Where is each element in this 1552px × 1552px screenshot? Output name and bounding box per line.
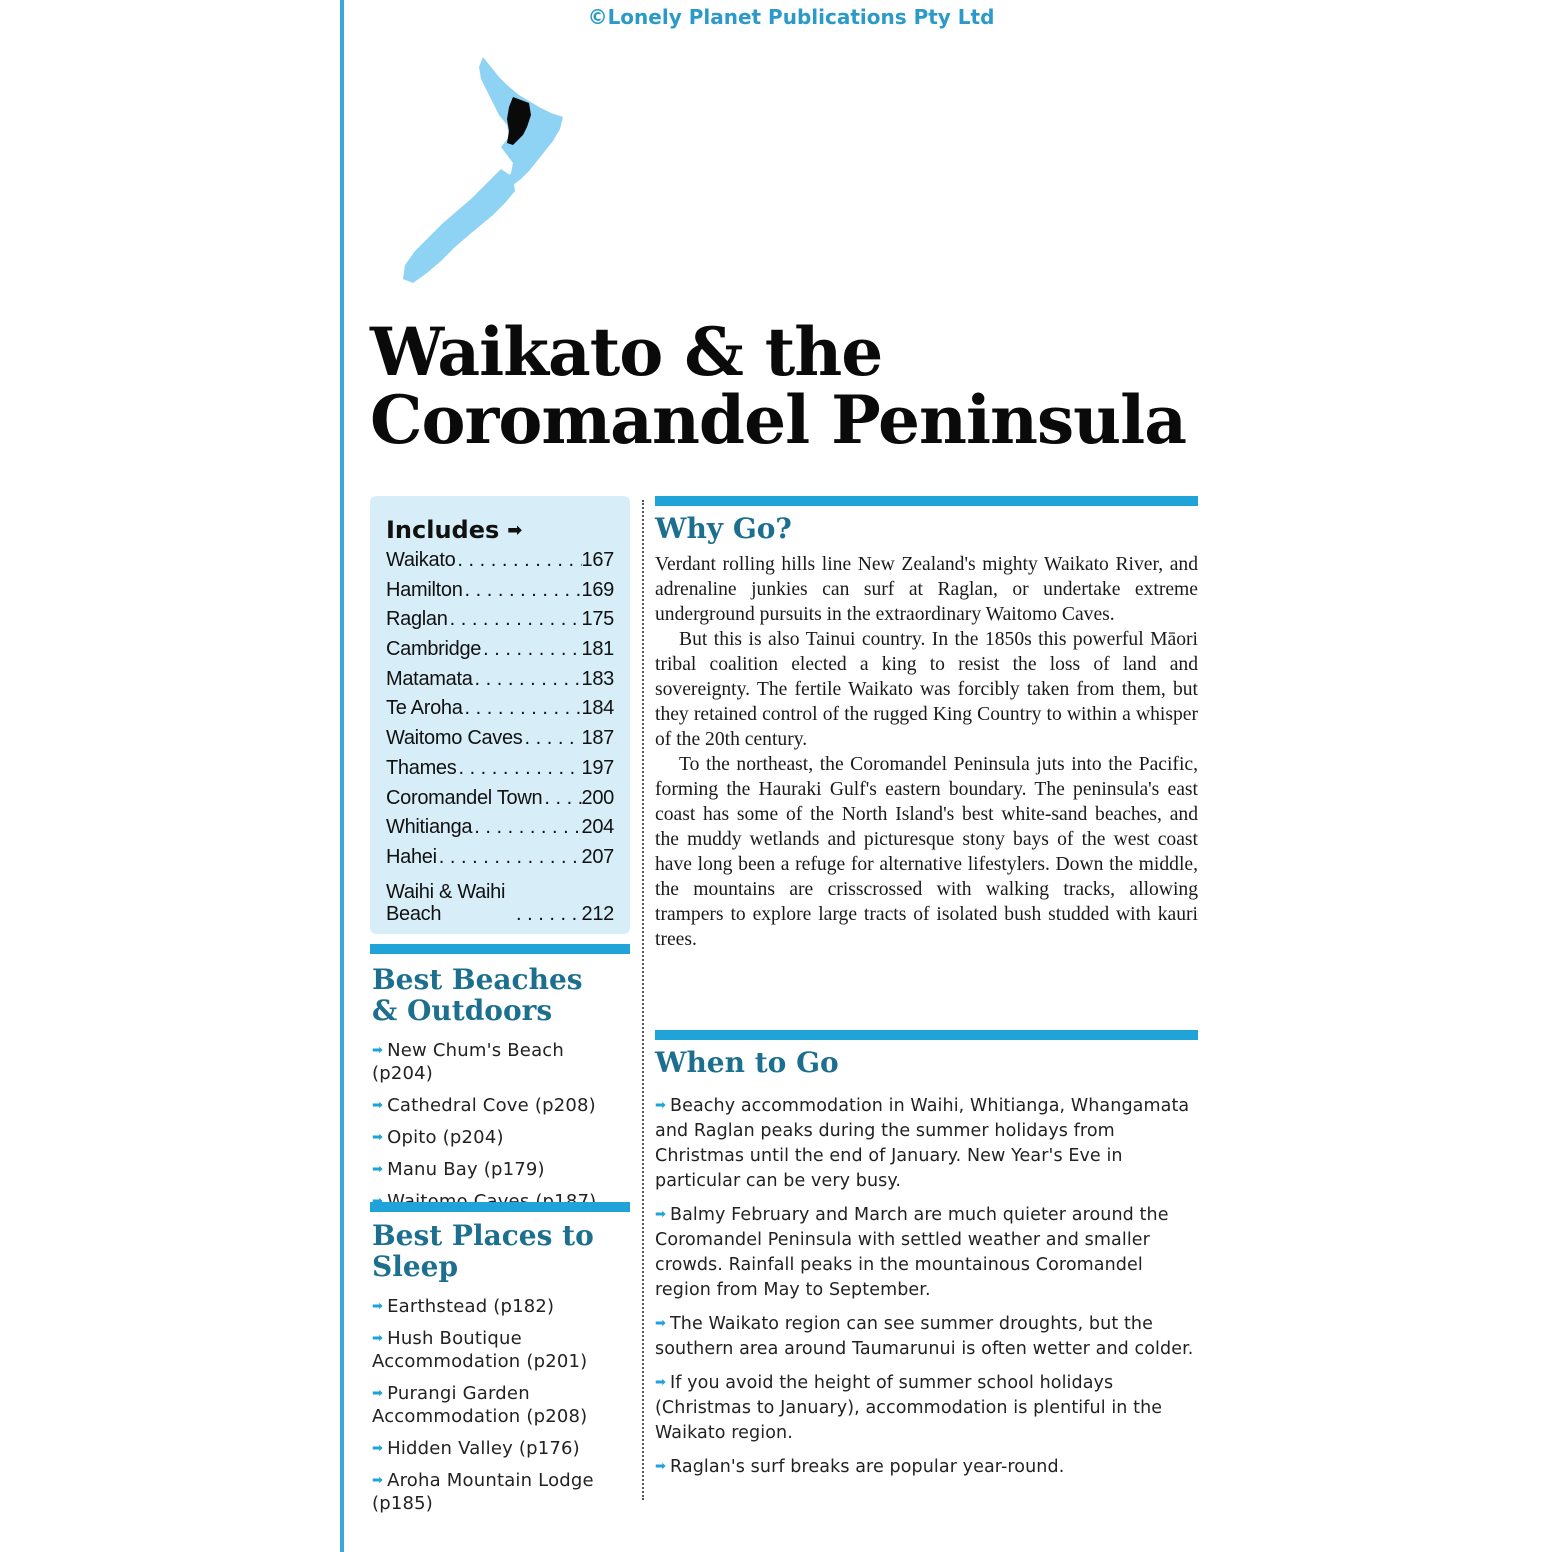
toc-item[interactable]: Waihi & Waihi Beach . . . 212 — [386, 873, 614, 925]
toc-item[interactable]: Whitianga . . . 204 — [386, 813, 614, 843]
best-sleep-list — [372, 1295, 630, 1524]
column-divider — [642, 500, 644, 1500]
toc-item[interactable]: Cambridge . . . 181 — [386, 635, 614, 665]
why-go-paragraph: Verdant rolling hills line New Zealand's mighty Waikato River, and adrenaline junkies can surf at Raglan, or undertake extreme underground pursuits in the extraordinary Waitomo Caves. — [655, 554, 1198, 625]
includes-heading-label: Includes — [386, 516, 500, 544]
list-item: ➡ Raglan's surf breaks are popular year-round. — [655, 1457, 1065, 1477]
bullet-arrow-icon: ➡ — [372, 1043, 384, 1058]
section-rule-when-to-go — [655, 1030, 1198, 1040]
list-item[interactable]: ➡ Hush Boutique Accommodation (p201) — [372, 1328, 588, 1372]
toc-item[interactable]: Waikato . . . 167 — [386, 546, 614, 576]
south-island-shape — [403, 169, 515, 283]
page-title — [370, 313, 1250, 459]
includes-heading — [386, 516, 614, 544]
toc-item[interactable]: Te Aroha . . . 184 — [386, 694, 614, 724]
list-item[interactable]: ➡ Earthstead (p182) — [372, 1296, 555, 1317]
bullet-arrow-icon: ➡ — [655, 1207, 666, 1222]
bullet-arrow-icon: ➡ — [372, 1162, 384, 1177]
bullet-arrow-icon: ➡ — [372, 1098, 384, 1113]
best-sleep-heading: Best Places to Sleep — [372, 1219, 594, 1283]
why-go-heading: Why Go? — [655, 512, 792, 545]
toc-item[interactable]: Thames . . . 197 — [386, 754, 614, 784]
bullet-arrow-icon: ➡ — [372, 1331, 384, 1346]
best-beaches-list — [372, 1039, 630, 1222]
when-to-go-heading: When to Go — [655, 1046, 839, 1079]
list-item: ➡ The Waikato region can see summer droughts, but the southern area around Taumarunui is often wetter and colder. — [655, 1314, 1194, 1359]
list-item[interactable]: ➡ Manu Bay (p179) — [372, 1159, 545, 1180]
includes-box — [370, 496, 630, 934]
page-edge-line — [340, 0, 344, 1552]
bullet-arrow-icon: ➡ — [372, 1473, 384, 1488]
toc-item[interactable]: Waitomo Caves . . . 187 — [386, 724, 614, 754]
list-item[interactable]: ➡ Hidden Valley (p176) — [372, 1438, 580, 1459]
bullet-arrow-icon: ➡ — [372, 1130, 384, 1145]
section-rule-beaches — [370, 944, 630, 954]
title-line-2: Coromandel Peninsula — [370, 381, 1186, 459]
list-item[interactable]: ➡ Opito (p204) — [372, 1127, 504, 1148]
title-line-1: Waikato & the — [370, 313, 883, 391]
bullet-arrow-icon: ➡ — [372, 1299, 384, 1314]
list-item[interactable]: ➡ Aroha Mountain Lodge (p185) — [372, 1470, 594, 1514]
best-beaches-heading: Best Beaches & Outdoors — [372, 963, 583, 1027]
bullet-arrow-icon: ➡ — [655, 1459, 666, 1474]
why-go-paragraph: To the northeast, the Coromandel Peninsula juts into the Pacific, forming the Hauraki Gulf's eastern boundary. The peninsula's east coast has some of the North Island's best white-sand beaches, and the muddy wetlands and picturesque stony bays of the west coast have long been a refuge for alternative lifestylers. Down the middle, the mountains are crisscrossed with walking tracks, allowing trampers to explore large tracts of isolated bush studded with kauri trees. — [655, 754, 1198, 950]
toc-item[interactable]: Hamilton . . . 169 — [386, 576, 614, 606]
bullet-arrow-icon: ➡ — [655, 1316, 666, 1331]
toc-item[interactable]: Hahei . . . 207 — [386, 843, 614, 873]
bullet-arrow-icon: ➡ — [655, 1375, 666, 1390]
bullet-arrow-icon: ➡ — [655, 1098, 666, 1113]
why-go-paragraph: But this is also Tainui country. In the 1850s this powerful Māori tribal coalition elected a king to resist the loss of land and sovereignty. The fertile Waikato was forcibly taken from them, but they retained control of the rugged King Country to within a whisper of the 20th century. — [655, 629, 1198, 750]
list-item: ➡ If you avoid the height of summer school holidays (Christmas to January), accommodation is plentiful in the Waikato region. — [655, 1373, 1163, 1443]
list-item[interactable]: ➡ Cathedral Cove (p208) — [372, 1095, 596, 1116]
includes-list — [386, 546, 614, 925]
list-item[interactable]: ➡ Purangi Garden Accommodation (p208) — [372, 1383, 588, 1427]
right-arrow-icon: ➡ — [507, 519, 523, 541]
toc-item[interactable]: Matamata . . . 183 — [386, 665, 614, 695]
list-item: ➡ Beachy accommodation in Waihi, Whitianga, Whangamata and Raglan peaks during the summer holidays from Christmas until the end of January. New Year's Eve in particular can be very busy. — [655, 1096, 1190, 1191]
toc-item[interactable]: Coromandel Town . . . 200 — [386, 784, 614, 814]
why-go-body — [655, 552, 1198, 952]
when-to-go-list — [655, 1093, 1198, 1488]
bullet-arrow-icon: ➡ — [372, 1386, 384, 1401]
new-zealand-locator-map — [395, 55, 575, 290]
section-rule-sleep — [370, 1202, 630, 1212]
section-rule-why-go — [655, 496, 1198, 506]
toc-item[interactable]: Raglan . . . 175 — [386, 605, 614, 635]
copyright-notice: ©Lonely Planet Publications Pty Ltd — [587, 5, 995, 29]
list-item: ➡ Balmy February and March are much quieter around the Coromandel Peninsula with settled weather and smaller crowds. Rainfall peaks in the mountainous Coromandel region from May to September. — [655, 1205, 1169, 1300]
list-item[interactable]: ➡ New Chum's Beach (p204) — [372, 1040, 565, 1084]
bullet-arrow-icon: ➡ — [372, 1441, 384, 1456]
